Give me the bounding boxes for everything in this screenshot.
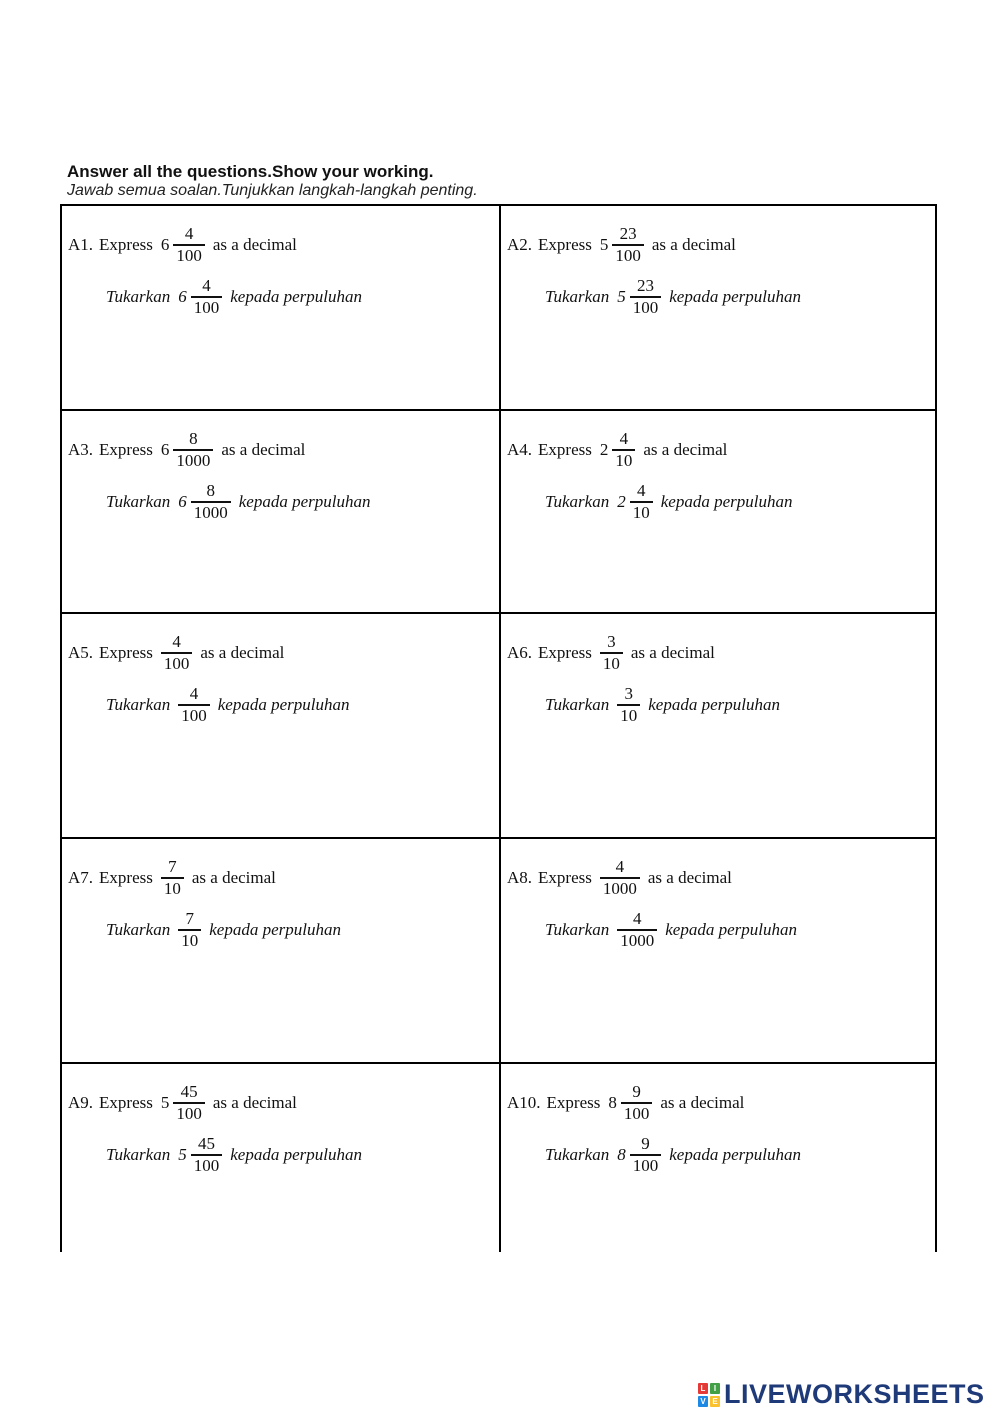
question-cell[interactable] <box>501 411 937 611</box>
fraction-numerator: 23 <box>619 224 637 243</box>
fraction <box>630 276 662 318</box>
question-number: A2. <box>507 234 533 254</box>
fraction-denominator: 10 <box>602 653 620 673</box>
fraction-denominator: 10 <box>632 502 650 522</box>
liveworksheets-logo <box>698 1379 985 1410</box>
question-number: A6. <box>507 642 533 662</box>
question-line-english <box>68 224 297 266</box>
fraction <box>173 429 213 471</box>
question-cell[interactable] <box>501 614 937 814</box>
fraction-numerator: 7 <box>185 909 194 928</box>
fraction-denominator: 100 <box>163 653 190 673</box>
fraction-numerator: 8 <box>206 481 215 500</box>
verb-english: Express <box>99 867 153 887</box>
fraction-numerator: 4 <box>632 909 642 928</box>
mixed-number-whole: 5 <box>160 1092 170 1112</box>
question-line-english <box>68 857 276 899</box>
question-number: A5. <box>68 642 94 662</box>
question-cell[interactable] <box>62 839 498 1039</box>
verb-english: Express <box>538 234 592 254</box>
mixed-number-whole: 5 <box>617 286 626 306</box>
fraction-numerator: 9 <box>632 1082 641 1101</box>
mixed-number-whole: 6 <box>178 491 187 511</box>
question-number: A4. <box>507 439 533 459</box>
instruction-english: Answer all the questions.Show your working. <box>67 162 434 181</box>
fraction-numerator: 3 <box>607 632 616 651</box>
suffix-malay: kepada perpuluhan <box>660 491 793 511</box>
logo-text: LIVEWORKSHEETS <box>724 1379 985 1409</box>
fraction-numerator: 4 <box>202 276 211 295</box>
question-line-malay <box>545 1134 801 1176</box>
suffix-english: as a decimal <box>212 1092 297 1112</box>
fraction <box>191 481 231 523</box>
fraction <box>612 429 635 471</box>
verb-malay: Tukarkan <box>545 491 610 511</box>
fraction-denominator: 100 <box>623 1103 650 1123</box>
question-cell[interactable] <box>62 206 498 406</box>
suffix-english: as a decimal <box>630 642 715 662</box>
question-line-english <box>507 857 732 899</box>
verb-malay: Tukarkan <box>106 286 171 306</box>
suffix-english: as a decimal <box>660 1092 745 1112</box>
verb-malay: Tukarkan <box>545 694 610 714</box>
fraction-denominator: 100 <box>176 1103 202 1123</box>
instructions <box>67 162 767 200</box>
instruction-malay: Jawab semua soalan.Tunjukkan langkah-langkah penting. <box>67 182 478 199</box>
fraction-denominator: 100 <box>193 1155 220 1175</box>
fraction-denominator: 1000 <box>193 502 228 522</box>
question-line-english <box>68 429 305 471</box>
suffix-malay: kepada perpuluhan <box>665 919 797 939</box>
verb-malay: Tukarkan <box>106 491 171 511</box>
mixed-number-whole: 8 <box>617 1144 626 1164</box>
verb-malay: Tukarkan <box>106 694 171 714</box>
fraction <box>630 481 653 523</box>
fraction <box>617 909 657 951</box>
question-number: A10. <box>507 1092 541 1112</box>
question-cell[interactable] <box>62 614 498 814</box>
question-line-malay <box>545 684 780 726</box>
fraction-denominator: 1000 <box>176 450 211 470</box>
fraction-numerator: 8 <box>189 429 198 448</box>
fraction-numerator: 4 <box>184 224 194 243</box>
logo-badge-letter: V <box>698 1396 708 1407</box>
fraction <box>191 1134 223 1176</box>
logo-badge-letter: E <box>710 1396 720 1407</box>
question-number: A7. <box>68 867 94 887</box>
mixed-number-whole: 5 <box>599 234 609 254</box>
fraction-denominator: 100 <box>176 245 202 265</box>
suffix-malay: kepada perpuluhan <box>209 919 341 939</box>
suffix-malay: kepada perpuluhan <box>648 694 780 714</box>
verb-english: Express <box>538 642 592 662</box>
question-line-english <box>507 1082 744 1124</box>
fraction-denominator: 1000 <box>602 878 637 898</box>
fraction-denominator: 100 <box>193 297 220 317</box>
question-cell[interactable] <box>62 411 498 611</box>
mixed-number-whole: 2 <box>599 439 609 459</box>
suffix-english: as a decimal <box>212 234 297 254</box>
question-cell[interactable] <box>501 839 937 1039</box>
fraction-numerator: 4 <box>636 481 646 500</box>
suffix-english: as a decimal <box>221 439 306 459</box>
fraction-numerator: 23 <box>636 276 654 295</box>
verb-malay: Tukarkan <box>106 919 171 939</box>
fraction <box>617 684 640 726</box>
mixed-number-whole: 8 <box>608 1092 617 1112</box>
fraction-denominator: 1000 <box>620 930 655 950</box>
fraction-numerator: 9 <box>641 1134 650 1153</box>
fraction <box>612 224 644 266</box>
fraction-denominator: 100 <box>632 1155 659 1175</box>
fraction-denominator: 100 <box>632 297 659 317</box>
question-line-english <box>68 632 284 674</box>
question-line-malay <box>106 276 362 318</box>
verb-english: Express <box>99 439 153 459</box>
verb-malay: Tukarkan <box>545 1144 610 1164</box>
logo-badge-letter: L <box>698 1383 708 1394</box>
question-line-english <box>507 429 727 471</box>
question-line-malay <box>545 481 792 523</box>
fraction <box>173 224 205 266</box>
suffix-english: as a decimal <box>200 642 285 662</box>
fraction <box>191 276 223 318</box>
fraction <box>621 1082 653 1124</box>
suffix-english: as a decimal <box>651 234 736 254</box>
logo-badge-letter: I <box>710 1383 720 1394</box>
verb-english: Express <box>538 439 592 459</box>
fraction <box>161 632 193 674</box>
verb-english: Express <box>99 1092 153 1112</box>
suffix-malay: kepada perpuluhan <box>230 286 362 306</box>
suffix-malay: kepada perpuluhan <box>238 491 371 511</box>
fraction-denominator: 10 <box>181 930 199 950</box>
fraction-denominator: 10 <box>615 450 633 470</box>
question-cell[interactable] <box>62 1064 498 1264</box>
suffix-malay: kepada perpuluhan <box>217 694 350 714</box>
fraction <box>630 1134 662 1176</box>
question-line-malay <box>106 481 370 523</box>
mixed-number-whole: 6 <box>160 234 170 254</box>
mixed-number-whole: 6 <box>178 286 187 306</box>
mixed-number-whole: 6 <box>160 439 170 459</box>
suffix-malay: kepada perpuluhan <box>230 1144 362 1164</box>
question-number: A9. <box>68 1092 94 1112</box>
question-line-malay <box>545 276 801 318</box>
mixed-number-whole: 5 <box>178 1144 187 1164</box>
fraction <box>600 632 623 674</box>
question-grid <box>60 204 937 1252</box>
question-cell[interactable] <box>501 206 937 406</box>
question-number: A1. <box>68 234 94 254</box>
fraction-numerator: 3 <box>624 684 633 703</box>
suffix-english: as a decimal <box>643 439 728 459</box>
logo-badge-icon <box>698 1383 720 1407</box>
fraction <box>173 1082 205 1124</box>
fraction-denominator: 100 <box>615 245 641 265</box>
question-line-malay <box>545 909 797 951</box>
question-line-english <box>507 632 715 674</box>
fraction-denominator: 10 <box>620 705 638 725</box>
verb-english: Express <box>99 642 153 662</box>
question-number: A3. <box>68 439 94 459</box>
fraction-numerator: 45 <box>197 1134 215 1153</box>
fraction-numerator: 45 <box>180 1082 198 1101</box>
fraction-numerator: 4 <box>619 429 629 448</box>
suffix-malay: kepada perpuluhan <box>669 286 801 306</box>
verb-english: Express <box>538 867 592 887</box>
question-line-malay <box>106 909 341 951</box>
question-line-english <box>507 224 736 266</box>
fraction-denominator: 10 <box>163 878 181 898</box>
fraction <box>178 909 201 951</box>
question-number: A8. <box>507 867 533 887</box>
suffix-malay: kepada perpuluhan <box>669 1144 801 1164</box>
suffix-english: as a decimal <box>191 867 276 887</box>
question-line-english <box>68 1082 297 1124</box>
fraction-numerator: 7 <box>168 857 177 876</box>
fraction <box>600 857 640 899</box>
verb-malay: Tukarkan <box>545 286 610 306</box>
question-line-malay <box>106 1134 362 1176</box>
fraction <box>178 684 210 726</box>
verb-english: Express <box>99 234 153 254</box>
verb-english: Express <box>546 1092 601 1112</box>
verb-malay: Tukarkan <box>545 919 610 939</box>
mixed-number-whole: 2 <box>617 491 626 511</box>
fraction-numerator: 4 <box>615 857 625 876</box>
fraction <box>161 857 184 899</box>
question-cell[interactable] <box>501 1064 937 1264</box>
fraction-numerator: 4 <box>189 684 199 703</box>
suffix-english: as a decimal <box>647 867 732 887</box>
fraction-numerator: 4 <box>172 632 181 651</box>
question-line-malay <box>106 684 349 726</box>
verb-malay: Tukarkan <box>106 1144 171 1164</box>
fraction-denominator: 100 <box>181 705 207 725</box>
